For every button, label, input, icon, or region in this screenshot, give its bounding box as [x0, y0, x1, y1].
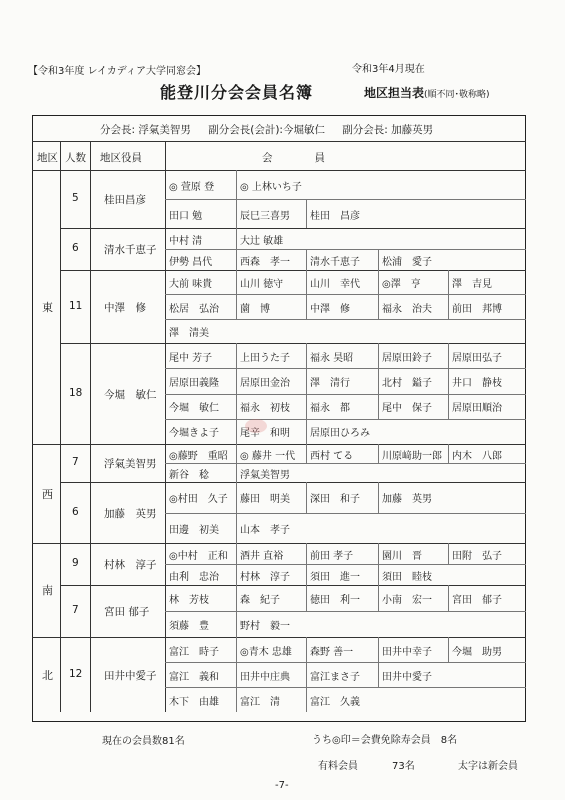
member-name: 野村 毅一 [240, 621, 290, 632]
member-name: ◎ 藤井 一代 [240, 450, 296, 462]
member-colrule [306, 294, 307, 318]
member-name: 富江まさ子 [310, 671, 360, 683]
member-colrule [236, 513, 237, 544]
member-name: 須田 進一 [310, 571, 360, 583]
member-colrule [306, 543, 307, 564]
member-colrule [448, 585, 449, 611]
member-colrule [306, 687, 307, 712]
member-colrule [236, 228, 237, 249]
member-name: 富江 義和 [169, 671, 219, 683]
member-name: ◎中村 正和 [169, 550, 228, 562]
member-colrule [236, 368, 237, 393]
member-name: 小南 宏一 [382, 595, 432, 606]
member-name: 徳田 利一 [310, 595, 360, 606]
header-rule-bottom [32, 170, 526, 171]
member-name: 由利 忠治 [169, 571, 219, 583]
member-name: 森 紀子 [240, 595, 280, 606]
row-rule [60, 270, 526, 271]
district-officer: 桂田昌彦 [104, 194, 146, 206]
member-colrule [306, 368, 307, 393]
member-colrule [236, 419, 237, 444]
member-subrule [165, 249, 526, 250]
member-name: 川原﨑助一郎 [382, 450, 442, 462]
member-count: 6 [72, 505, 79, 518]
subtitle-text: 地区担当表 [364, 86, 425, 100]
region-label: 北 [42, 668, 53, 682]
member-name: 大前 味貴 [169, 279, 213, 291]
member-subrule [165, 611, 526, 612]
member-name: 居原田鈴子 [382, 352, 432, 364]
member-colrule [236, 270, 237, 294]
member-colrule [236, 463, 237, 482]
member-name: 木下 由雄 [169, 696, 219, 708]
member-colrule [378, 249, 379, 270]
member-name: 山川 幸代 [310, 279, 360, 291]
member-colrule [236, 687, 237, 712]
member-name: 今堀きよ子 [169, 428, 219, 440]
member-count: 5 [72, 192, 79, 204]
member-colrule [236, 170, 237, 199]
header-rule-top [32, 141, 526, 142]
member-colrule [306, 270, 307, 294]
district-officer: 田井中愛子 [104, 669, 157, 682]
row-rule [60, 444, 526, 445]
member-name: 内木 八郎 [452, 450, 502, 462]
member-name: 大辻 敏雄 [240, 235, 284, 247]
member-colrule [236, 249, 237, 270]
member-colrule [236, 585, 237, 611]
member-name: 藤田 明美 [240, 494, 290, 506]
officers-line [100, 122, 447, 137]
district-officer: 浮氣美智男 [104, 458, 157, 470]
member-name: 福永 都 [310, 403, 350, 415]
red-stamp [245, 419, 267, 433]
member-colrule [236, 343, 237, 368]
member-name: 松浦 愛子 [382, 256, 432, 268]
member-name: 松居 弘治 [169, 303, 219, 315]
member-colrule [306, 585, 307, 611]
member-count: 12 [69, 667, 83, 680]
member-name: 福永 昊昭 [310, 352, 354, 364]
member-name: 田井中愛子 [382, 671, 432, 683]
officer-vice-treasurer: 副分会長(会計):今堀敏仁 [208, 124, 325, 136]
member-colrule [378, 637, 379, 662]
member-colrule [306, 343, 307, 368]
member-colrule [448, 444, 449, 463]
member-name: 薗 博 [240, 303, 270, 315]
region-label: 東 [42, 301, 53, 314]
member-name: 居原田順治 [452, 403, 502, 415]
member-colrule [306, 662, 307, 687]
member-name: 居原田ひろみ [310, 428, 370, 440]
member-name: 宮田 郁子 [452, 595, 502, 606]
member-name: 山川 徳守 [240, 279, 284, 291]
member-name: ◎ 萱原 登 [169, 181, 215, 193]
col-header-count: 人数 [65, 152, 86, 164]
member-name: 須藤 豊 [169, 621, 209, 632]
member-name: ◎ 上林いち子 [240, 181, 302, 193]
member-name: 須田 睦枝 [382, 571, 432, 583]
member-name: 中村 清 [169, 235, 203, 247]
member-subrule [165, 463, 526, 464]
member-name: 澤 吉見 [452, 279, 492, 291]
member-name: 居原田義隆 [169, 377, 219, 389]
member-name: 居原田金治 [240, 377, 290, 389]
district-officer: 清水千恵子 [104, 244, 157, 256]
footer-exempt: うち◎印＝会費免除寿会員 8名 [312, 735, 458, 746]
member-name: 園川 晋 [382, 550, 422, 562]
member-name: 田邊 初美 [169, 524, 219, 536]
district-officer: 加藤 英男 [104, 507, 157, 520]
member-name: 新谷 稔 [169, 469, 209, 481]
member-colrule [236, 637, 237, 662]
footer-paying-label: 有料会員 [318, 761, 358, 772]
member-colrule [448, 368, 449, 393]
page-number: -7- [275, 780, 289, 791]
row-rule [60, 637, 526, 638]
row-rule [60, 228, 526, 229]
member-colrule [378, 482, 379, 513]
member-subrule [165, 368, 526, 369]
member-name: 村林 淳子 [240, 571, 290, 583]
member-colrule [378, 368, 379, 393]
member-name: 田附 弘子 [452, 550, 502, 562]
officer-president: 分会長: 浮氣美智男 [100, 124, 191, 136]
member-name: 福永 初枝 [240, 403, 290, 415]
member-name: 清水千恵子 [310, 256, 360, 268]
member-name: 加藤 英男 [382, 494, 432, 506]
member-name: 酒井 直裕 [240, 550, 284, 562]
region-label: 西 [42, 487, 53, 501]
header-date-note: 令和3年4月現在 [352, 64, 425, 75]
member-name: 今堀 敏仁 [169, 403, 219, 415]
col-rule [90, 141, 91, 712]
member-subrule [165, 294, 526, 295]
member-name: ◎澤 亨 [382, 279, 421, 291]
member-colrule [236, 482, 237, 513]
col-header-officer: 地区役員 [100, 152, 142, 164]
district-officer: 中澤 修 [104, 301, 146, 314]
subtitle-note: (順不同･敬称略) [424, 90, 490, 100]
footer-total: 現在の会員数81名 [102, 736, 185, 747]
col-header-region: 地区 [37, 152, 58, 164]
member-name: 田井中庄典 [240, 671, 290, 683]
member-colrule [448, 343, 449, 368]
member-colrule [378, 270, 379, 294]
member-name: 上田うた子 [240, 352, 290, 364]
member-name: 井口 静枝 [452, 377, 502, 389]
member-count: 7 [72, 456, 79, 468]
member-colrule [448, 637, 449, 662]
member-name: 富江 時子 [169, 646, 219, 658]
district-officer: 今堀 敏仁 [104, 388, 157, 401]
member-colrule [306, 249, 307, 270]
member-name: 西村 てる [310, 450, 354, 462]
member-name: 辰巳三喜男 [240, 210, 290, 222]
member-name: 福永 治夫 [382, 303, 432, 315]
member-colrule [306, 394, 307, 419]
row-rule [60, 543, 526, 544]
col-header-members: 会 員 [262, 152, 325, 164]
member-colrule [236, 543, 237, 564]
member-colrule [306, 419, 307, 444]
member-name: 森野 善一 [310, 646, 354, 658]
member-colrule [236, 564, 237, 585]
member-name: 中澤 修 [310, 303, 350, 315]
member-name: 林 芳枝 [169, 595, 209, 606]
member-subrule [165, 513, 526, 514]
member-colrule [378, 343, 379, 368]
member-colrule [236, 294, 237, 318]
member-colrule [448, 270, 449, 294]
member-colrule [378, 585, 379, 611]
row-rule [60, 343, 526, 344]
header-left-note: 【令和3年度 レイカディア大学同窓会】 [28, 66, 206, 77]
member-name: ◎藤野 重昭 [169, 450, 228, 462]
region-label: 南 [42, 584, 53, 597]
member-subrule [165, 319, 526, 320]
member-subrule [165, 419, 526, 420]
district-officer: 村林 淳子 [104, 559, 157, 571]
row-rule [60, 482, 526, 483]
member-name: 富江 清 [240, 696, 280, 708]
member-colrule [236, 662, 237, 687]
member-name: 尾中 芳子 [169, 352, 213, 364]
member-colrule [306, 199, 307, 228]
member-subrule [165, 687, 526, 688]
member-name: 伊勢 昌代 [169, 256, 213, 268]
member-name: ◎青木 忠雄 [240, 646, 292, 658]
member-name: 今堀 助男 [452, 646, 502, 658]
footer-note: 太字は新会員 [458, 761, 518, 772]
member-name: 北村 鎰子 [382, 377, 432, 389]
member-name: 澤 清行 [310, 377, 350, 389]
member-name: 澤 清美 [169, 327, 209, 339]
member-name: 居原田弘子 [452, 352, 502, 364]
member-count: 18 [69, 386, 83, 399]
district-officer: 宮田 郁子 [104, 606, 150, 618]
member-name: 富江 久義 [310, 696, 360, 708]
member-name: ◎村田 久子 [169, 494, 228, 506]
member-name: 桂田 昌彦 [310, 210, 360, 222]
member-name: 尾辛 和明 [240, 428, 290, 440]
member-count: 11 [69, 299, 83, 312]
member-colrule [448, 294, 449, 318]
page-subtitle [364, 84, 490, 101]
member-name: 西森 孝一 [240, 256, 290, 268]
member-name: 田井中幸子 [382, 646, 432, 658]
member-colrule [236, 199, 237, 228]
page-title: 能登川分会会員名簿 [160, 83, 314, 102]
member-count: 6 [72, 242, 79, 254]
member-name: 前田 孝子 [310, 550, 354, 562]
member-colrule [448, 543, 449, 564]
member-name: 深田 和子 [310, 494, 360, 506]
member-colrule [378, 444, 379, 463]
member-name: 前田 邦博 [452, 303, 502, 315]
member-colrule [306, 637, 307, 662]
member-colrule [378, 294, 379, 318]
member-colrule [448, 394, 449, 419]
member-colrule [306, 482, 307, 513]
col-rule [60, 141, 61, 712]
member-colrule [378, 564, 379, 585]
member-count: 9 [72, 557, 79, 569]
member-subrule [165, 662, 526, 663]
member-subrule [165, 564, 526, 565]
member-name: 山本 孝子 [240, 524, 290, 536]
member-name: 浮氣美智男 [240, 469, 290, 481]
col-rule [165, 141, 166, 712]
member-name: 尾中 保子 [382, 403, 432, 415]
member-colrule [378, 394, 379, 419]
member-colrule [306, 564, 307, 585]
member-count: 7 [72, 604, 79, 616]
row-rule [60, 585, 526, 586]
member-colrule [236, 394, 237, 419]
member-subrule [165, 394, 526, 395]
member-colrule [236, 611, 237, 637]
member-name: 田口 勉 [169, 210, 203, 222]
member-colrule [378, 543, 379, 564]
footer-paying-count: 73名 [392, 761, 415, 772]
officer-vice: 副分会長: 加藤英男 [342, 124, 434, 136]
member-colrule [306, 444, 307, 463]
member-colrule [236, 444, 237, 463]
member-subrule [165, 199, 526, 200]
member-colrule [378, 662, 379, 687]
